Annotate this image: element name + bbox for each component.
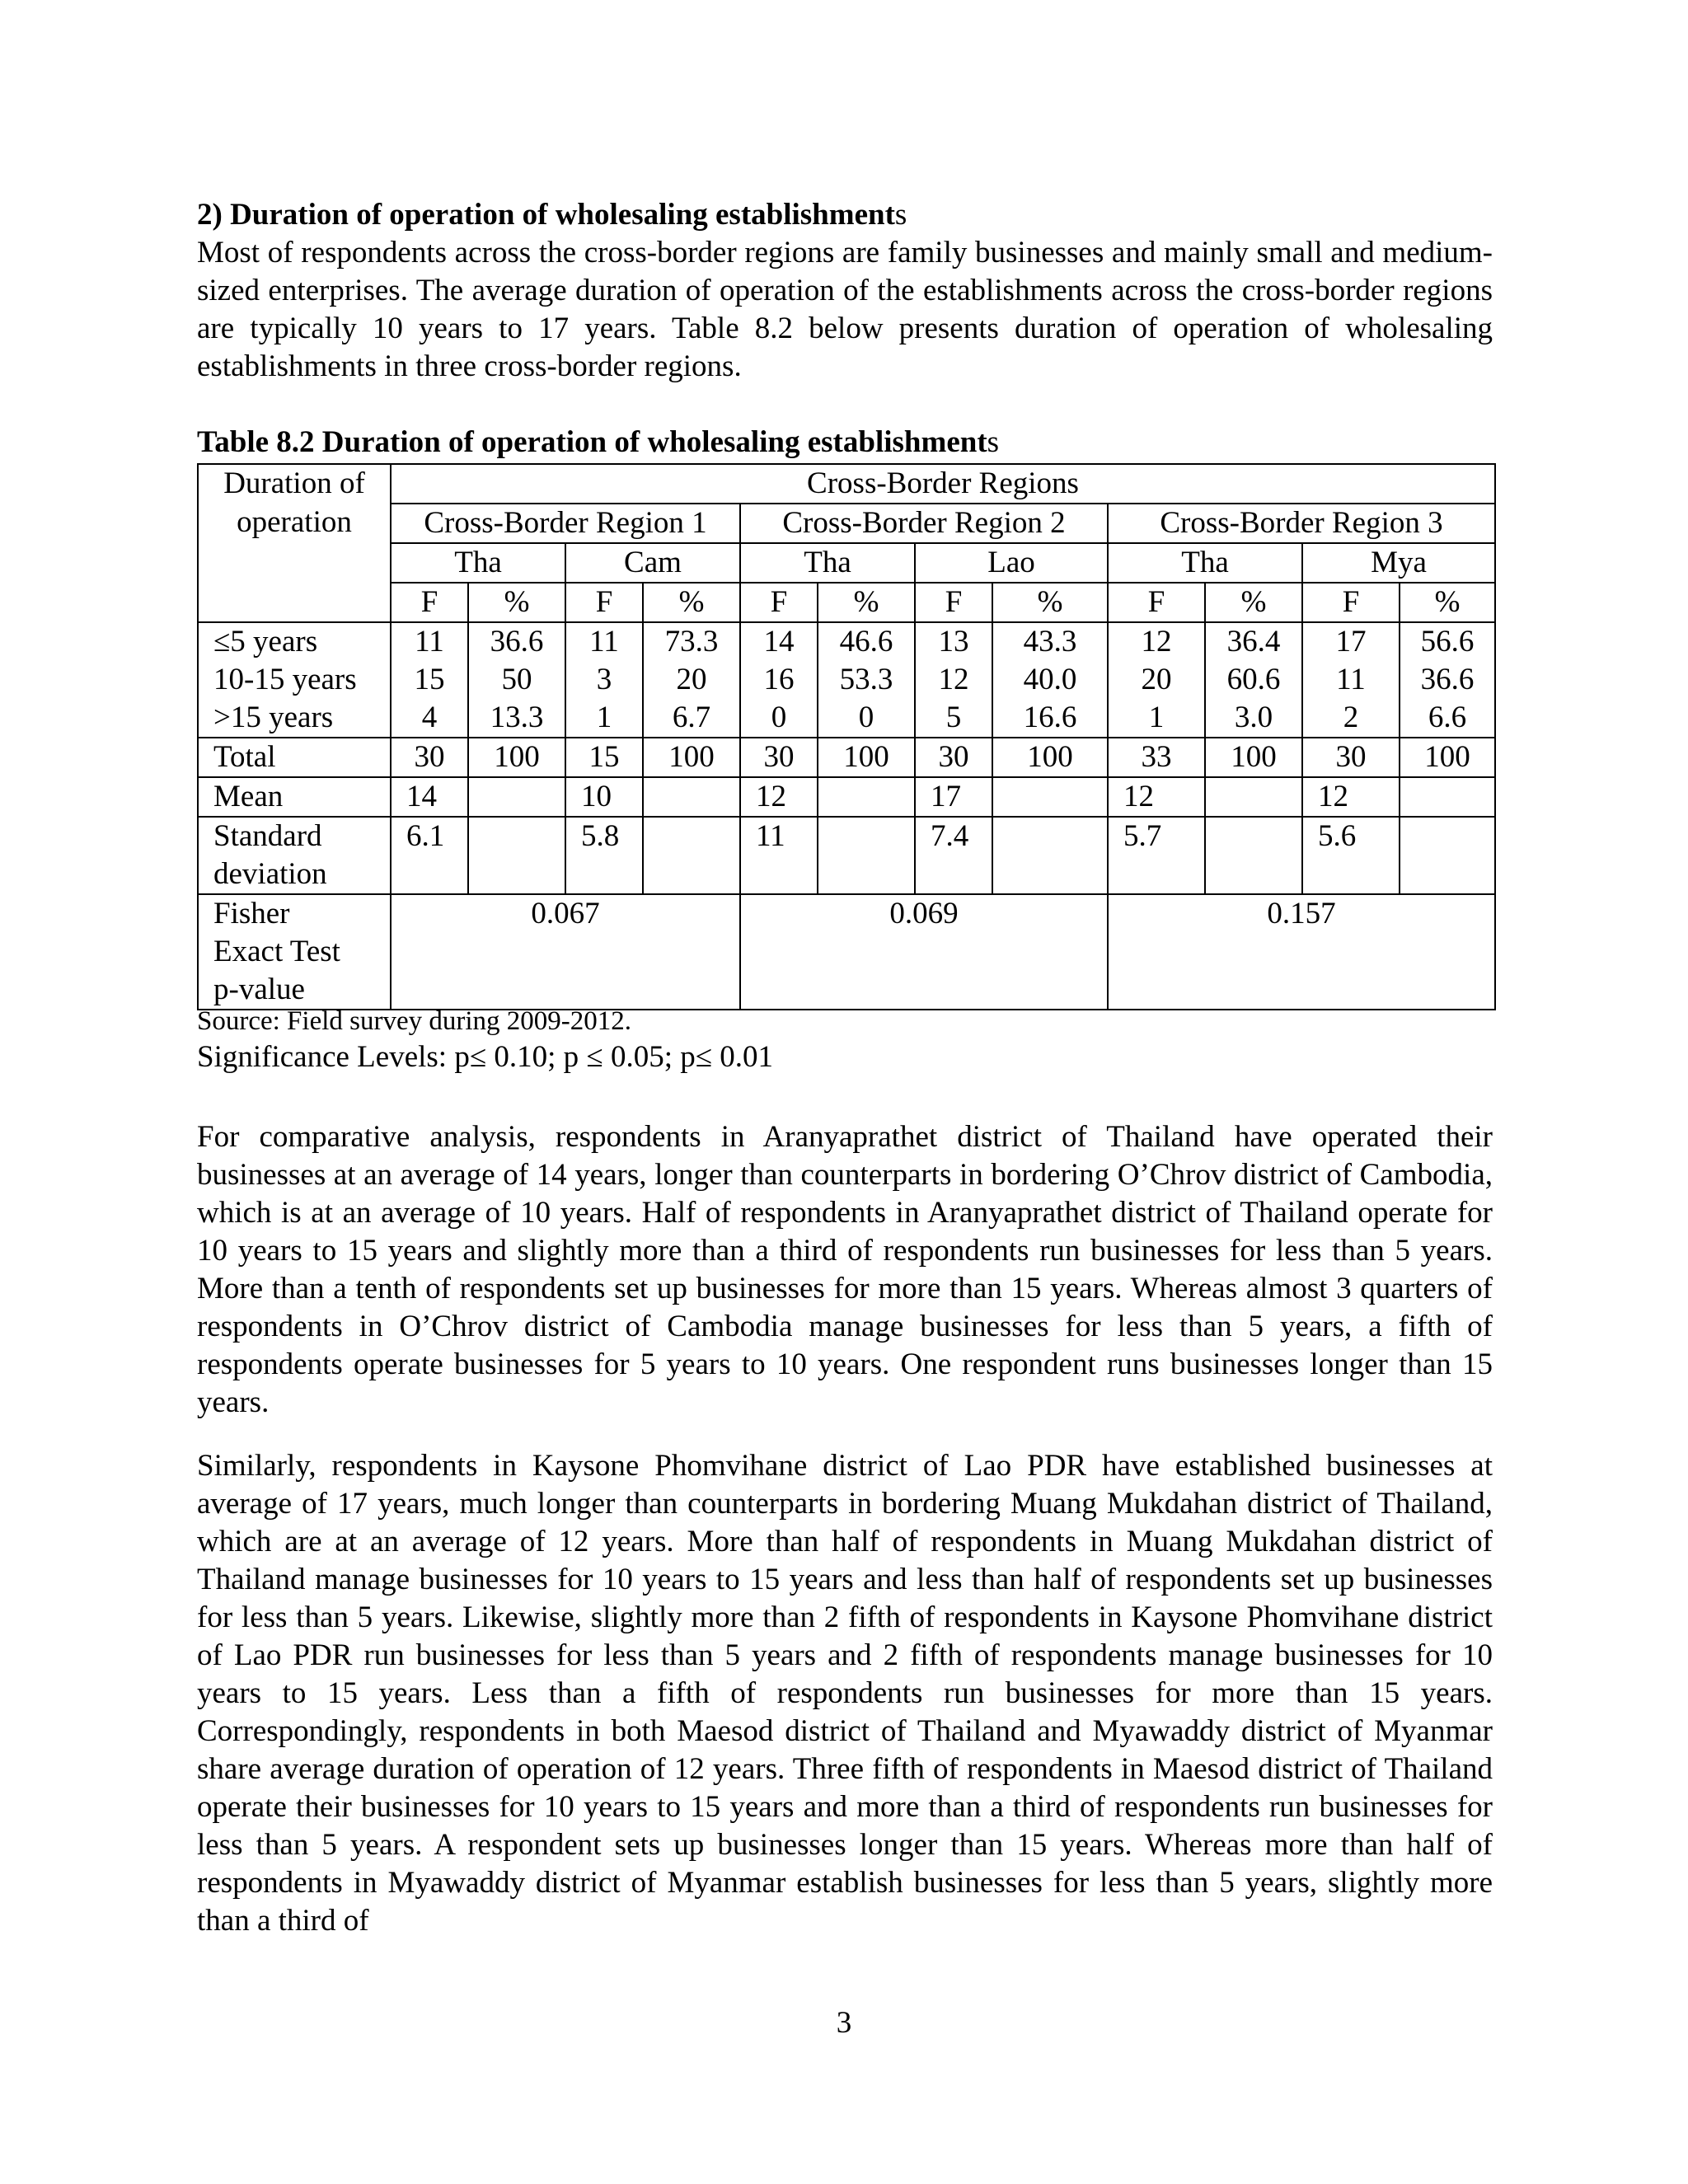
empty-cell <box>1205 817 1302 894</box>
subcol-header: F <box>1108 583 1205 622</box>
fisher-label-line2: Exact Test <box>213 935 340 968</box>
row-header-blank <box>198 583 391 622</box>
region-header: Cross-Border Region 2 <box>740 504 1108 543</box>
subcol-header: F <box>565 583 643 622</box>
value-cell: 11 3 1 <box>565 622 643 738</box>
empty-cell <box>992 777 1108 817</box>
subcol-header: F <box>391 583 468 622</box>
subcol-header: % <box>468 583 565 622</box>
fisher-cell: 0.157 <box>1108 894 1495 1010</box>
empty-cell <box>992 817 1108 894</box>
duration-row <box>198 622 1495 738</box>
total-cell: 100 <box>468 738 565 777</box>
empty-cell <box>468 817 565 894</box>
body-paragraph-2: Similarly, respondents in Kaysone Phomvihane district of Lao PDR have established businesses at average of 17 years, much longer than counterparts in bordering Muang Mukdahan district of Thailand, which are at an average of 12 years. More than half of respondents in Muang Mukdahan district of Thailand manage businesses for 10 years to 15 years and less than half of respondents set up businesses for less than 5 years. Likewise, slightly more than 2 fifth of respondents in Kaysone Phomvihane district of Lao PDR run businesses for less than 5 years and 2 fifth of respondents manage businesses for 10 years to 15 years. Less than a fifth of respondents run businesses for more than 15 years. Correspondingly, respondents in both Maesod district of Thailand and Myawaddy district of Myanmar share average duration of operation of 12 years. Three fifth of respondents in Maesod district of Thailand operate their businesses for 10 years to 15 years and more than a third of respondents run businesses for less than 5 years. A respondent sets up businesses longer than 15 years. Whereas more than half of respondents in Myawaddy district of Myanmar establish businesses for less than 5 years, slightly more than a third of <box>197 1449 1493 1938</box>
subcol-header: % <box>992 583 1108 622</box>
empty-cell <box>1205 777 1302 817</box>
empty-cell <box>1400 777 1495 817</box>
empty-cell <box>643 777 740 817</box>
duration-label-long: >15 years <box>213 701 334 734</box>
value-cell: 43.3 40.0 16.6 <box>992 622 1108 738</box>
sd-label-line1: Standard <box>213 819 322 853</box>
section-heading-bold: 2) Duration of operation of wholesaling establishment <box>197 198 895 232</box>
subcol-header: % <box>1205 583 1302 622</box>
row-header-line2: operation <box>198 504 391 543</box>
value-cell: 14 16 0 <box>740 622 818 738</box>
row-header-cell <box>198 464 391 504</box>
sd-label <box>198 817 391 894</box>
sd-label-line2: deviation <box>213 857 327 891</box>
section-heading <box>197 196 1493 234</box>
table-caption-bold: Table 8.2 Duration of operation of wholesaling establishment <box>197 425 987 459</box>
mean-label: Mean <box>198 777 391 817</box>
country-header: Tha <box>391 543 565 583</box>
table-caption <box>197 424 1493 462</box>
body-paragraph-1: For comparative analysis, respondents in Aranyaprathet district of Thailand have operated their businesses at an average of 14 years, longer than counterparts in bordering O’Chrov district of Cambodia, which is at an average of 10 years. Half of respondents in Aranyaprathet district of Thailand operate for 10 years to 15 years and slightly more than a third of respondents run businesses for less than 5 years. More than a tenth of respondents set up businesses for more than 15 years. Whereas almost 3 quarters of respondents in O’Chrov district of Cambodia manage businesses for less than 5 years, a fifth of respondents operate businesses for 5 years to 10 years. One respondent runs businesses longer than 15 years. <box>197 1120 1493 1419</box>
header-row-subcols <box>198 583 1495 622</box>
page-number: 3 <box>836 2006 852 2040</box>
total-cell: 100 <box>1400 738 1495 777</box>
value-cell: 12 20 1 <box>1108 622 1205 738</box>
empty-cell <box>643 817 740 894</box>
header-row-countries <box>198 543 1495 583</box>
fisher-label <box>198 894 391 1010</box>
total-cell: 100 <box>643 738 740 777</box>
fisher-label-line1: Fisher <box>213 897 290 930</box>
fisher-label-line3: p-value <box>213 972 305 1006</box>
country-header: Lao <box>915 543 1108 583</box>
row-header-line1: Duration of <box>223 466 365 500</box>
subcol-header: % <box>818 583 915 622</box>
duration-label-short: ≤5 years <box>213 625 318 658</box>
row-header-blank <box>198 543 391 583</box>
total-cell: 15 <box>565 738 643 777</box>
mean-cell: 12 <box>1108 777 1205 817</box>
duration-table <box>197 463 1496 1010</box>
sd-cell: 7.4 <box>915 817 992 894</box>
total-cell: 30 <box>1302 738 1400 777</box>
country-header: Tha <box>740 543 915 583</box>
country-header: Tha <box>1108 543 1302 583</box>
mean-cell: 12 <box>740 777 818 817</box>
total-cell: 100 <box>1205 738 1302 777</box>
subcol-header: F <box>915 583 992 622</box>
header-row-group <box>198 464 1495 504</box>
section-heading-tail: s <box>894 198 907 232</box>
value-cell: 36.6 50 13.3 <box>468 622 565 738</box>
country-header: Mya <box>1302 543 1495 583</box>
region-header: Cross-Border Region 3 <box>1108 504 1495 543</box>
total-row <box>198 738 1495 777</box>
value-cell: 11 15 4 <box>391 622 468 738</box>
sd-cell: 5.6 <box>1302 817 1400 894</box>
value-cell: 46.6 53.3 0 <box>818 622 915 738</box>
mean-cell: 12 <box>1302 777 1400 817</box>
fisher-cell: 0.069 <box>740 894 1108 1010</box>
duration-label-mid: 10-15 years <box>213 663 357 696</box>
total-cell: 30 <box>740 738 818 777</box>
value-cell: 36.4 60.6 3.0 <box>1205 622 1302 738</box>
fisher-row <box>198 894 1495 1010</box>
subcol-header: F <box>740 583 818 622</box>
mean-row <box>198 777 1495 817</box>
country-header: Cam <box>565 543 740 583</box>
value-cell: 17 11 2 <box>1302 622 1400 738</box>
region-header: Cross-Border Region 1 <box>391 504 740 543</box>
value-cell: 13 12 5 <box>915 622 992 738</box>
significance-levels: Significance Levels: p≤ 0.10; p ≤ 0.05; p≤ 0.01 <box>197 1040 774 1074</box>
sd-cell: 6.1 <box>391 817 468 894</box>
value-cell: 56.6 36.6 6.6 <box>1400 622 1495 738</box>
sd-cell: 5.8 <box>565 817 643 894</box>
sd-row <box>198 817 1495 894</box>
duration-label <box>198 622 391 738</box>
total-label: Total <box>198 738 391 777</box>
empty-cell <box>818 817 915 894</box>
value-cell: 73.3 20 6.7 <box>643 622 740 738</box>
empty-cell <box>468 777 565 817</box>
empty-cell <box>818 777 915 817</box>
empty-cell <box>1400 817 1495 894</box>
mean-cell: 10 <box>565 777 643 817</box>
subcol-header: % <box>643 583 740 622</box>
total-cell: 100 <box>992 738 1108 777</box>
sd-cell: 5.7 <box>1108 817 1205 894</box>
total-cell: 30 <box>915 738 992 777</box>
fisher-cell: 0.067 <box>391 894 740 1010</box>
mean-cell: 14 <box>391 777 468 817</box>
mean-cell: 17 <box>915 777 992 817</box>
total-cell: 100 <box>818 738 915 777</box>
sd-cell: 11 <box>740 817 818 894</box>
group-header: Cross-Border Regions <box>391 464 1495 504</box>
table-caption-tail: s <box>987 425 1000 459</box>
subcol-header: F <box>1302 583 1400 622</box>
total-cell: 30 <box>391 738 468 777</box>
header-row-regions <box>198 504 1495 543</box>
total-cell: 33 <box>1108 738 1205 777</box>
intro-paragraph: Most of respondents across the cross-border regions are family businesses and mainly small and medium-sized enterprises. The average duration of operation of the establishments across the cross-border regions are typically 10 years to 17 years. Table 8.2 below presents duration of operation of wholesaling establishments in three cross-border regions. <box>197 236 1493 383</box>
table-source: Source: Field survey during 2009-2012. <box>197 1006 632 1036</box>
subcol-header: % <box>1400 583 1495 622</box>
